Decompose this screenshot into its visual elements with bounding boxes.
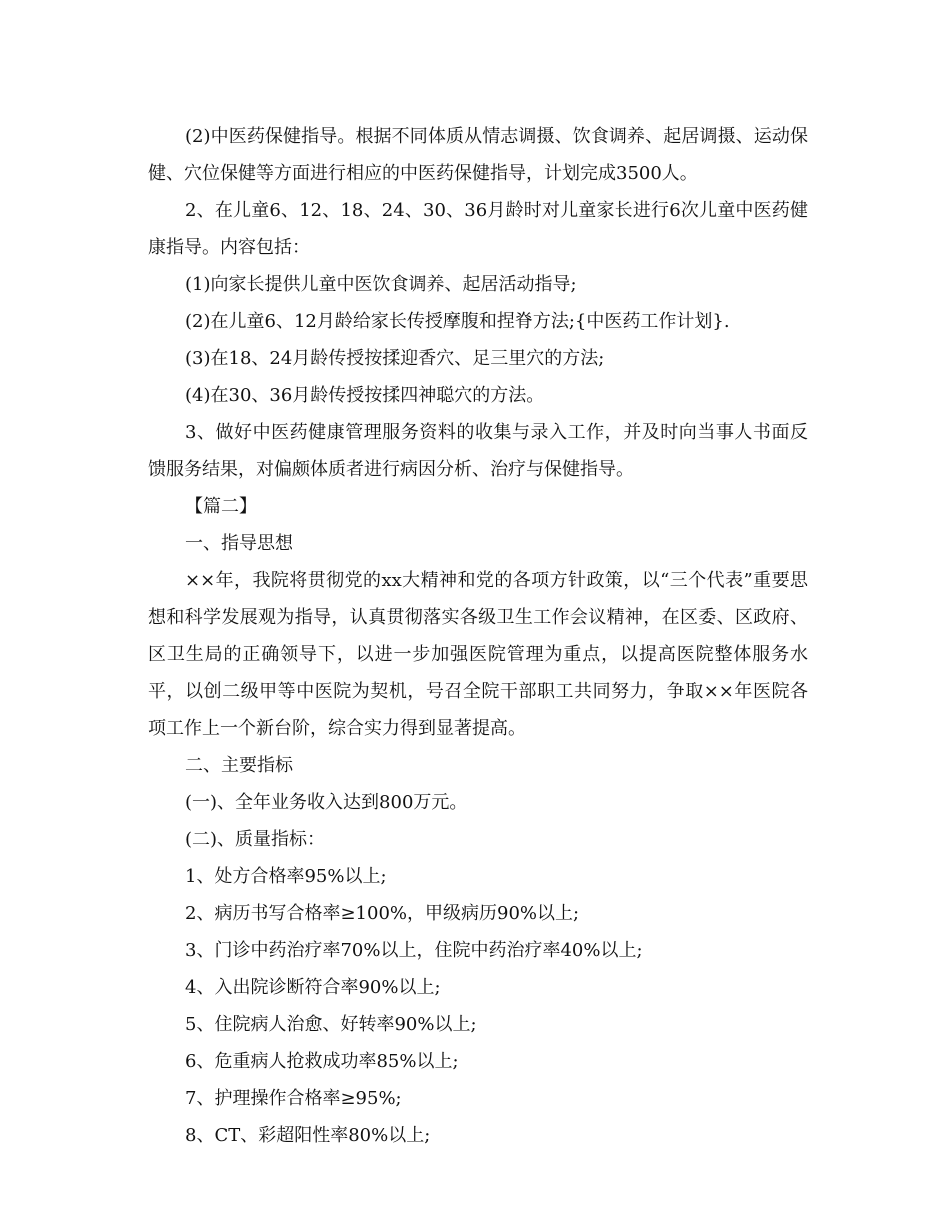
list-item: (1)向家长提供儿童中医饮食调养、起居活动指导;	[185, 274, 577, 295]
list-item: 2、病历书写合格率≥100%，甲级病历90%以上;	[185, 903, 580, 924]
list-item: (二)、质量指标：	[185, 829, 326, 850]
paragraph-health-guidance: (2)中医药保健指导。根据不同体质从情志调摄、饮食调养、起居调摄、运动保健、穴位保健等方面进行相应的中医药保健指导，计划完成3500人。	[148, 126, 808, 184]
heading-guiding-ideology: 一、指导思想	[185, 533, 293, 554]
paragraph-records: 3、做好中医药健康管理服务资料的收集与录入工作，并及时向当事人书面反馈服务结果，对偏颇体质者进行病因分析、治疗与保健指导。	[148, 422, 808, 480]
paragraph-child-guidance: 2、在儿童6、12、18、24、30、36月龄时对儿童家长进行6次儿童中医药健康指导。内容包括：	[148, 200, 808, 258]
list-item: 4、入出院诊断符合率90%以上;	[185, 977, 441, 998]
list-item: 1、处方合格率95%以上;	[185, 866, 387, 887]
list-item: 8、CT、彩超阳性率80%以上;	[185, 1125, 431, 1146]
heading-main-indicators: 二、主要指标	[185, 755, 293, 776]
list-item: 7、护理操作合格率≥95%;	[185, 1088, 402, 1109]
paragraph-guiding-ideology: ××年，我院将贯彻党的xx大精神和党的各项方针政策，以“三个代表”重要思想和科学发展观为指导，认真贯彻落实各级卫生工作会议精神，在区委、区政府、区卫生局的正确领导下，以进一步加强医院管理为重点，以提高医院整体服务水平，以创二级甲等中医院为契机，号召全院干部职工共同努力，争取××年医院各项工作上一个新台阶，综合实力得到显著提高。	[148, 570, 808, 739]
list-item: (3)在18、24月龄传授按揉迎香穴、足三里穴的方法;	[185, 348, 605, 369]
list-item: (2)在儿童6、12月龄给家长传授摩腹和捏脊方法;{中医药工作计划}.	[185, 311, 730, 332]
document-body	[148, 118, 808, 1154]
list-item: (4)在30、36月龄传授按揉四神聪穴的方法。	[185, 385, 545, 406]
list-item: 3、门诊中药治疗率70%以上，住院中药治疗率40%以上;	[185, 940, 643, 961]
list-item: 5、住院病人治愈、好转率90%以上;	[185, 1014, 477, 1035]
list-item: 6、危重病人抢救成功率85%以上;	[185, 1051, 459, 1072]
section-heading-part-two: 【篇二】	[185, 496, 257, 517]
list-item: (一)、全年业务收入达到800万元。	[185, 792, 468, 813]
